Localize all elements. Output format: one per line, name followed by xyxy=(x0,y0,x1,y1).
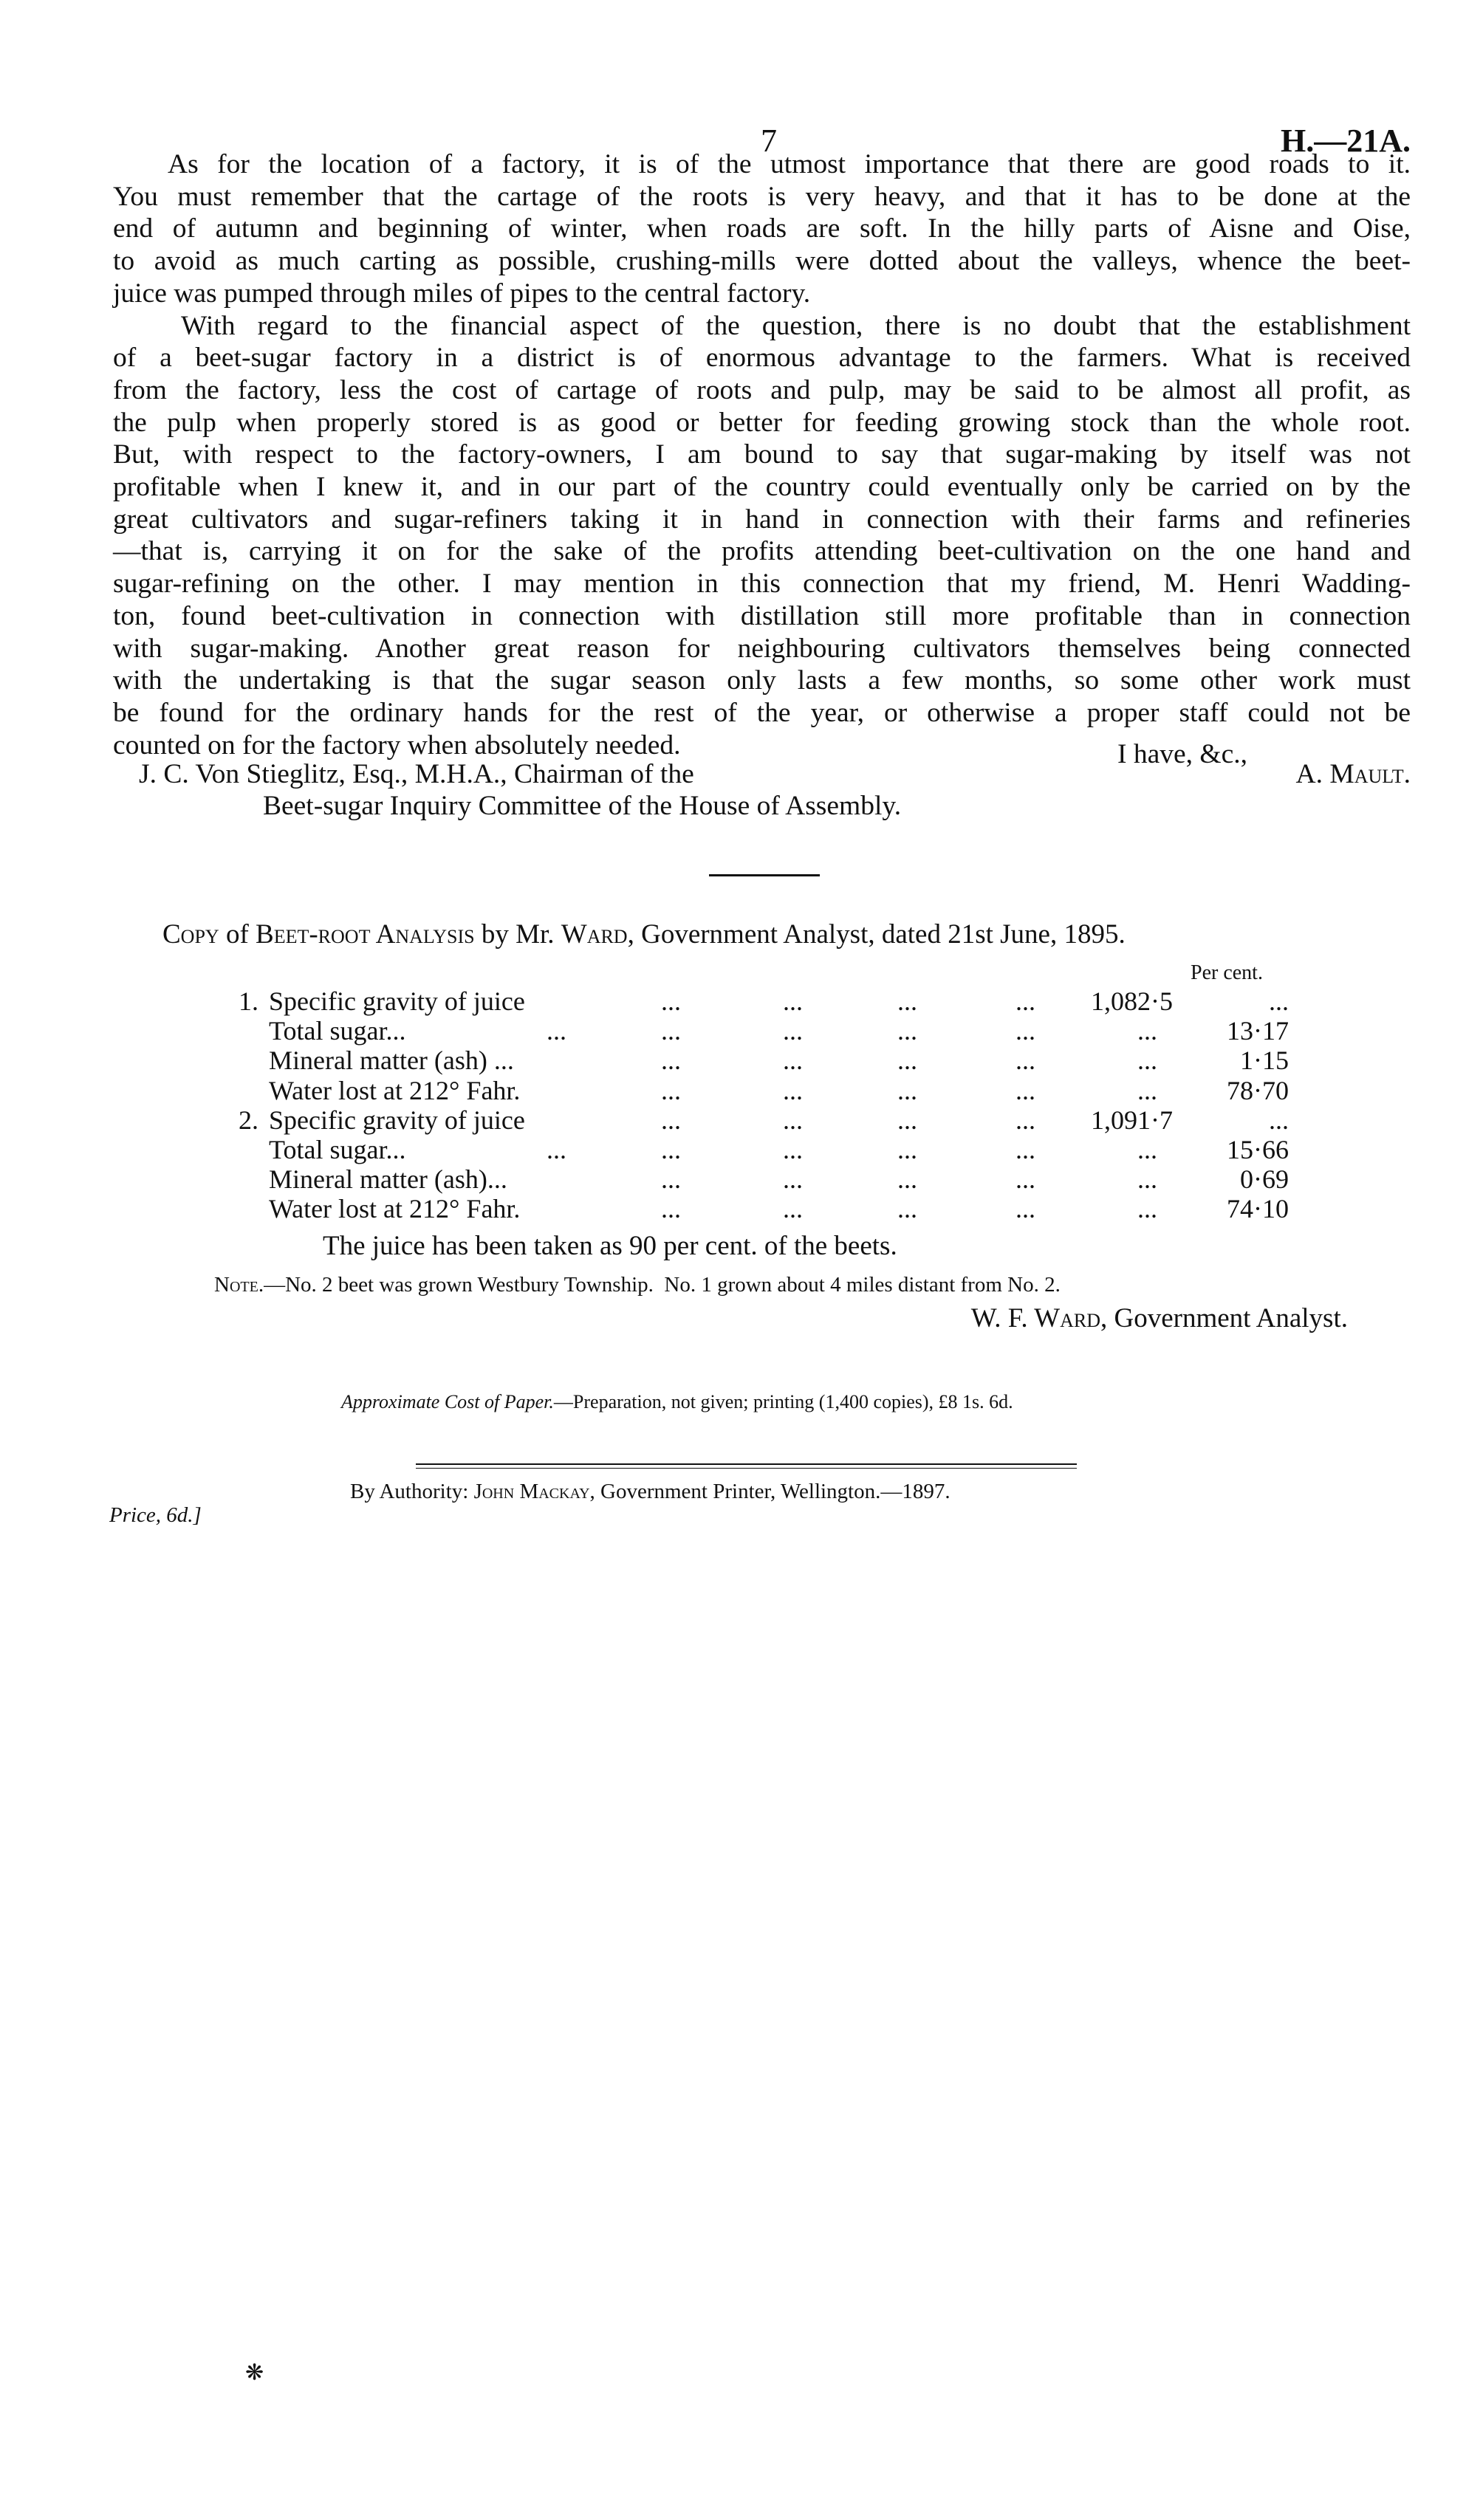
leader-dots: ... xyxy=(1137,1016,1157,1046)
section-divider xyxy=(709,874,820,876)
row-label: Total sugar... xyxy=(269,1135,406,1164)
body-text-line: But, with respect to the factory-owners, I am bound to say that sugar-making by itself was not xyxy=(113,439,1411,470)
township-note xyxy=(214,1273,1061,1297)
body-text-line: ton, found beet-cultivation in connection with distillation still more profitable than in connection xyxy=(113,600,1411,631)
leader-dots: ... xyxy=(1137,1194,1157,1224)
leader-dots: ... xyxy=(661,1075,681,1105)
title-part: of xyxy=(219,919,256,950)
body-text-line: end of autumn and beginning of winter, when roads are soft. In the hilly parts of Aisne and Oise, xyxy=(113,213,1411,244)
leader-dots: ... xyxy=(1016,1164,1035,1195)
title-part: by Mr. xyxy=(474,919,561,950)
leader-dots: ... xyxy=(783,1046,803,1076)
leader-dots: ... xyxy=(661,1105,681,1135)
analysis-row xyxy=(0,1016,1483,1046)
title-part: , Government Analyst, dated 21st June, 1895. xyxy=(627,919,1126,950)
leader-dots: ... xyxy=(897,1135,917,1164)
row-number: 2. xyxy=(239,1105,258,1135)
leader-dots: ... xyxy=(661,1194,681,1224)
body-text-line: You must remember that the cartage of the roots is very heavy, and that it has to be done at the xyxy=(113,181,1411,212)
analysis-row xyxy=(0,986,1483,1016)
leader-dots: ... xyxy=(1016,986,1035,1016)
row-number: 1. xyxy=(239,986,258,1016)
analysis-row xyxy=(0,1135,1483,1164)
analyst-title: , Government Analyst. xyxy=(1100,1303,1348,1333)
leader-dots: ... xyxy=(661,1135,681,1164)
body-text-line: with sugar-making. Another great reason for neighbouring cultivators themselves being connected xyxy=(113,633,1411,664)
leader-dots: ... xyxy=(897,1075,917,1105)
leader-dots: ... xyxy=(1137,1164,1157,1195)
juice-note: The juice has been taken as 90 per cent. of the beets. xyxy=(323,1231,897,1261)
page-number: 7 xyxy=(761,123,777,159)
authority-suffix: , Government Printer, Wellington.—1897. xyxy=(589,1480,951,1503)
body-text-line: of a beet-sugar factory in a district is of enormous advantage to the farmers. What is received xyxy=(113,343,1411,374)
leader-dots: ... xyxy=(897,1046,917,1076)
body-text-line: be found for the ordinary hands for the rest of the year, or otherwise a proper staff could not be xyxy=(113,697,1411,728)
analysis-row xyxy=(0,1046,1483,1075)
leader-dots: ... xyxy=(783,1105,803,1135)
leader-dots: ... xyxy=(1016,1016,1035,1046)
title-part: Ward xyxy=(561,919,628,950)
footer-rule-top xyxy=(416,1463,1077,1465)
percent-value: 0·69 xyxy=(1240,1164,1289,1195)
row-label: Mineral matter (ash)... xyxy=(269,1164,507,1195)
analysis-row xyxy=(0,1076,1483,1105)
leader-dots: ... xyxy=(783,1164,803,1195)
analyst-signature xyxy=(971,1302,1348,1334)
body-text-line: from the factory, less the cost of cartage of roots and pulp, may be said to be almost all profit, as xyxy=(113,374,1411,405)
footer-rule-bottom xyxy=(416,1468,1077,1469)
body-text-line: juice was pumped through miles of pipes to the central factory. xyxy=(113,278,811,309)
body-text-line: As for the location of a factory, it is of the utmost importance that there are good roads to it. xyxy=(168,149,1411,179)
percent-value: 15·66 xyxy=(1227,1135,1289,1164)
leader-dots: ... xyxy=(897,1194,917,1224)
leader-dots: ... xyxy=(1016,1135,1035,1164)
printer-ornament-icon: ❋ xyxy=(245,2361,264,2385)
analyst-name: W. F. Ward xyxy=(970,1303,1100,1333)
body-text-line: sugar-refining on the other. I may mention in this connection that my friend, M. Henri Wadding- xyxy=(113,569,1411,600)
leader-dots: ... xyxy=(897,1164,917,1195)
leader-dots: ... xyxy=(547,1135,566,1164)
leader-dots: ... xyxy=(783,1194,803,1224)
leader-dots: ... xyxy=(1016,1105,1035,1135)
leader-dots: ... xyxy=(661,986,681,1016)
leader-dots: ... xyxy=(783,1135,803,1164)
row-label: Total sugar... xyxy=(269,1016,406,1046)
cost-text: —Preparation, not given; printing (1,400 copies), £8 1s. 6d. xyxy=(553,1391,1013,1412)
leader-dots: ... xyxy=(661,1016,681,1046)
percent-value: 13·17 xyxy=(1227,1016,1289,1046)
document-reference: H.—21A. xyxy=(1281,123,1411,159)
leader-dots: ... xyxy=(547,1016,566,1046)
body-text-line: counted on for the factory when absolutely needed. xyxy=(113,729,681,761)
leader-dots: ... xyxy=(897,1016,917,1046)
gravity-value: 1,082·5 xyxy=(1091,986,1173,1016)
cost-of-paper xyxy=(341,1391,1013,1413)
per-cent-header: Per cent. xyxy=(1191,961,1263,984)
row-label: Specific gravity of juice xyxy=(269,1105,525,1135)
body-text-line: to avoid as much carting as possible, crushing-mills were dotted about the valleys, whence the beet- xyxy=(113,246,1411,277)
analysis-title xyxy=(162,919,1126,951)
price: Price, 6d.] xyxy=(109,1503,202,1527)
leader-dots: ... xyxy=(1016,1075,1035,1105)
row-label: Water lost at 212° Fahr. xyxy=(269,1075,521,1105)
percent-value: 74·10 xyxy=(1227,1194,1289,1224)
body-text-line: profitable when I knew it, and in our part of the country could eventually only be carried on by the xyxy=(113,472,1411,502)
closing: I have, &c., xyxy=(1117,739,1247,769)
row-label: Water lost at 212° Fahr. xyxy=(269,1194,521,1224)
gravity-value: 1,091·7 xyxy=(1091,1105,1173,1135)
note-label: Note. xyxy=(214,1273,264,1297)
leader-dots: ... xyxy=(897,986,917,1016)
title-part: Copy xyxy=(162,919,219,950)
printing-authority xyxy=(350,1480,951,1504)
analysis-row xyxy=(0,1105,1483,1135)
leader-dots: ... xyxy=(897,1105,917,1135)
percent-value: 1·15 xyxy=(1240,1046,1289,1076)
body-text-line: —that is, carrying it on for the sake of the profits attending beet-cultivation on the one hand and xyxy=(113,536,1411,567)
percent-value: ... xyxy=(1269,1105,1289,1135)
leader-dots: ... xyxy=(1137,1046,1157,1076)
note-text: —No. 2 beet was grown Westbury Township. No. 1 grown about 4 miles distant from No. 2. xyxy=(264,1273,1061,1297)
addressee-line-2: Beet-sugar Inquiry Committee of the House of Assembly. xyxy=(263,791,902,821)
leader-dots: ... xyxy=(783,1075,803,1105)
body-text-line: the pulp when properly stored is as good or better for feeding growing stock than the whole root. xyxy=(113,407,1411,438)
row-label: Specific gravity of juice xyxy=(269,986,525,1016)
analysis-row xyxy=(0,1164,1483,1194)
signature: A. Mault. xyxy=(1295,759,1411,789)
body-text-line: great cultivators and sugar-refiners taking it in hand in connection with their farms and refineries xyxy=(113,504,1411,535)
leader-dots: ... xyxy=(1137,1135,1157,1164)
addressee-line-1: J. C. Von Stieglitz, Esq., M.H.A., Chairman of the xyxy=(139,759,694,789)
leader-dots: ... xyxy=(1137,1075,1157,1105)
authority-prefix: By Authority: xyxy=(350,1480,474,1503)
printer-name: John Mackay xyxy=(473,1480,590,1503)
leader-dots: ... xyxy=(783,1016,803,1046)
percent-value: ... xyxy=(1269,986,1289,1016)
leader-dots: ... xyxy=(661,1046,681,1076)
analysis-row xyxy=(0,1194,1483,1223)
row-label: Mineral matter (ash) ... xyxy=(269,1046,514,1076)
percent-value: 78·70 xyxy=(1227,1075,1289,1105)
leader-dots: ... xyxy=(1016,1046,1035,1076)
leader-dots: ... xyxy=(661,1164,681,1195)
body-text-line: With regard to the financial aspect of the question, there is no doubt that the establishment xyxy=(181,310,1411,341)
body-text-line: with the undertaking is that the sugar season only lasts a few months, so some other work must xyxy=(113,665,1411,696)
leader-dots: ... xyxy=(783,986,803,1016)
title-part: Beet-root Analysis xyxy=(256,919,475,950)
leader-dots: ... xyxy=(1016,1194,1035,1224)
cost-label: Approximate Cost of Paper. xyxy=(341,1391,554,1412)
